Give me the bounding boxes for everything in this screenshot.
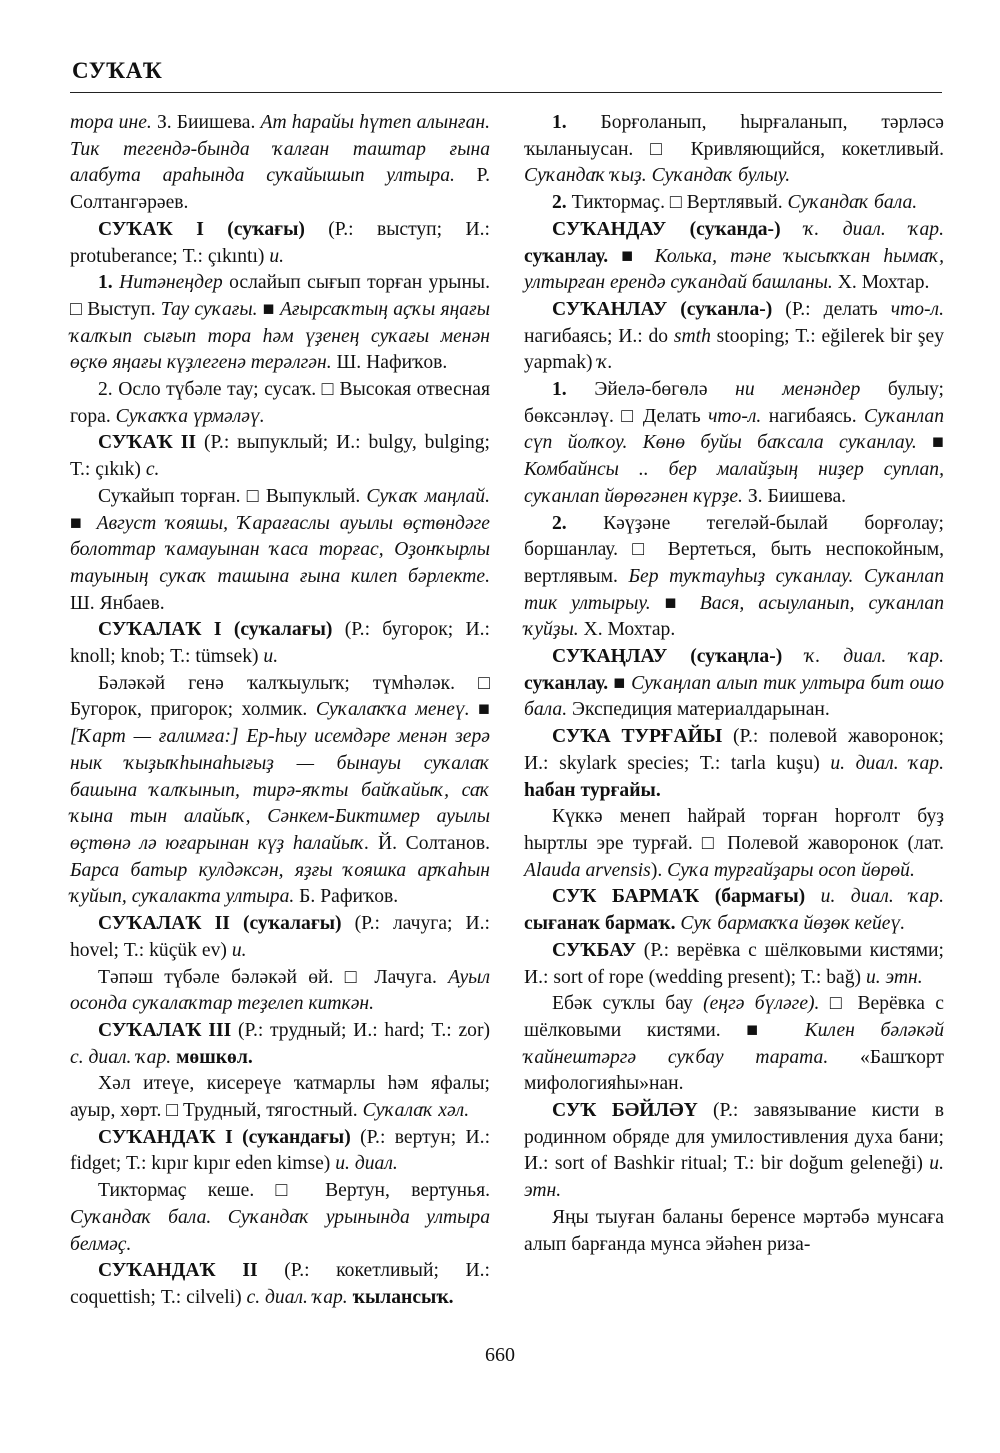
dictionary-paragraph: [524, 297, 944, 377]
headword-text: суҡанлау.: [524, 245, 609, 267]
body-text: Х. Мохтар.: [578, 619, 676, 641]
body-text: Хәл итеүе, кисереүе ҡатмарлы һәм яфалы; ауыр, хөрт. □ Трудный, тягостный.: [70, 1073, 490, 1122]
right-column: [524, 110, 944, 1258]
dictionary-paragraph: [524, 884, 944, 937]
body-text: Тәпәш түбәле бәләкәй өй. □ Лачуга.: [98, 966, 449, 988]
body-text: ■: [608, 245, 655, 267]
italic-text: Килен бәләкәй ҡайнештәргә суҡбау тарата.: [524, 1019, 944, 1068]
dictionary-paragraph: [70, 617, 490, 670]
italic-text: Суҡандаҡ бала.: [787, 192, 918, 214]
body-text: Ш. Нафиҡов.: [331, 352, 448, 374]
body-text: Х. Мохтар.: [832, 272, 930, 294]
dictionary-paragraph: [524, 644, 944, 724]
body-text: [805, 886, 820, 907]
headword-text: СУҠАЛАҠ II (суҡалағы): [98, 913, 342, 935]
body-text: (Р.: вертун; И.: fidget; Т.: kıpır kıpır eden kimse): [70, 1126, 491, 1175]
body-text: Эйелә-бөгөлә: [566, 379, 736, 401]
headword-text: 1.: [98, 272, 113, 294]
dictionary-paragraph: [70, 1071, 490, 1124]
left-column: [70, 110, 490, 1312]
dictionary-paragraph: [70, 377, 490, 430]
body-text: [781, 219, 804, 240]
header-rule: [70, 92, 942, 93]
dictionary-paragraph: [524, 217, 944, 297]
italic-text: ни менәндер: [735, 379, 861, 401]
dictionary-paragraph: [70, 270, 490, 377]
italic-text: Бер туҡтауһыҙ суҡанлау. Суҡанлап тик ултырыу.: [524, 565, 944, 614]
body-text: нагибаясь; И.: do: [524, 325, 674, 347]
dictionary-paragraph: [524, 991, 944, 1098]
body-text: ■: [70, 512, 97, 534]
italic-text: Суҡалаҡҡа менеү.: [315, 699, 470, 721]
dictionary-paragraph: [70, 430, 490, 483]
italic-text: с. диал. ҡар.: [70, 1046, 172, 1068]
body-text: Күккә менеп һайрай торған һорғолт буҙ һыртлы эре турғай. □ Полевой жаворонок (лат.: [524, 806, 944, 854]
italic-text: Суҡандаҡ бала. Суҡандаҡ урынында ултыра белмәҫ.: [70, 1206, 490, 1255]
italic-text: [Ҡарт — ғалимға:] Ер-һыу исемдәре менән зерә нык ҡыҙыҡһынаһығыҙ — бынауы суҡалаҡ башына ҡалҡынып, тирә-яҡты байҡайыҡ, саҡ ҡына тын алайыҡ, Сәнкем-Биктимер ауылы өҫтөнә лә юғарынан күҙ һалайыҡ.: [70, 726, 490, 854]
body-text: (Р.: кокетливый; И.: coquettish; Т.: cilveli): [70, 1260, 490, 1308]
italic-text: и. этн.: [524, 1153, 944, 1202]
body-text: ).: [650, 859, 668, 881]
headword-text: СУҠ БӘЙЛӘҮ: [552, 1100, 698, 1122]
dictionary-paragraph: [524, 724, 944, 804]
body-text: (Р.: бугорок; И.: knoll; knob; Т.: tümsek): [70, 619, 490, 668]
italic-text: Ниmәнеңдер: [119, 272, 223, 294]
running-head: СУҠАҠ: [72, 58, 163, 83]
headword-text: СУҠБАУ: [552, 939, 637, 961]
italic-text: smth: [673, 325, 711, 347]
body-text: Й. Солтанов.: [369, 832, 490, 854]
headword-text: СУҠАНДАҠ I (суҡандағы): [98, 1126, 351, 1148]
italic-text: ҡ. диал. ҡар.: [804, 218, 944, 240]
body-text: Б. Рафиҡов.: [294, 886, 399, 908]
dictionary-paragraph: [70, 911, 490, 964]
italic-text: и. диал. ҡар.: [830, 752, 944, 774]
body-text: «Башҡорт мифологияһы»нан.: [524, 1046, 944, 1095]
headword-text: СУҠ БАРМАҠ (бармағы): [552, 886, 806, 908]
body-text: Р. Солтангәрәев.: [70, 165, 490, 214]
body-text: Суҡайып торған. □ Выпуклый.: [98, 485, 367, 507]
dictionary-paragraph: [70, 1018, 490, 1071]
headword-text: һабан турғайы.: [524, 779, 661, 801]
body-text: булыу; бөксәнләү. □ Делать: [524, 379, 945, 427]
headword-text: 2.: [552, 512, 567, 534]
headword-text: СУҠА ТУРҒАЙЫ: [552, 726, 723, 748]
body-text: (Р.: делать: [772, 298, 891, 320]
italic-text: Суҡанлап сүп йолҡоу. Көнө буйы баҡсала суҡанлау.: [524, 405, 944, 454]
italic-text: Комбайнсы .. бер малайҙың ниҙер суплап, суҡанлап йөрөгәнен күрҙе.: [524, 459, 944, 507]
italic-text: и.: [263, 646, 279, 668]
body-text: (Р.: полевой жаворонок; И.: skylark species; Т.: tarla kuşu): [524, 726, 944, 774]
body-text: Тиктормаҫ. □ Вертлявый.: [566, 192, 788, 214]
italic-text: Ағырсаҡтың аҫҡы яңағы ҡалҡып сығып тора һәм үҙенең суҡағы менән өҫкө яңағы күҙлегенә терәлгән.: [70, 298, 490, 374]
headword-text: СУҠАНЛАУ (суҡанла-): [552, 298, 773, 320]
italic-text: Ат һарайы һүтеп алынған. Тик тегендә-бында ҡалған таштар ғына алабута араһында суҡайышып ултыра.: [70, 112, 490, 187]
dictionary-paragraph: [524, 804, 944, 884]
body-text: Кәүҙәне тегеләй-былай борғолау; боршанлау. □ Вертеться, быть неспокойным, вертлявым.: [524, 512, 944, 587]
italic-text: Суҡ бармаҡҡа йөҙөк кейеү.: [680, 913, 906, 935]
headword-text: сығанаҡ бармаҡ.: [524, 913, 676, 935]
dictionary-paragraph: [524, 1205, 944, 1258]
italic-text: с.: [145, 459, 160, 481]
headword-text: ҡылансыҡ.: [352, 1286, 454, 1308]
page-number: 660: [485, 1344, 515, 1366]
body-text: stooping; Т.: eğilerek bir şey yapmak): [524, 325, 944, 374]
body-text: (Р.: трудный; И.: hard; Т.: zor): [231, 1019, 490, 1041]
body-text: Бәләкәй генә ҡалҡыулыҡ; түмһәләк. □ Бугорок, пригорок; холмик.: [70, 672, 490, 721]
italic-text: Суҡандаҡ ҡыҙ. Суҡандаҡ булыу.: [524, 165, 791, 187]
italic-text: Август ҡояшы, Ҡарағаслы ауылы өҫтөндәге болоттар ҡамауынан ҡаса торғас, Оҙонҡырлы тауының суҡаҡ ташына ғына килеп бәрлекте.: [70, 512, 490, 587]
headword-text: СУҠАҢЛАУ (суҡаңла-): [552, 646, 783, 668]
dictionary-paragraph: [524, 377, 944, 511]
body-text: Экспедиция материалдарынан.: [567, 699, 830, 721]
italic-text: и. диал. ҡар.: [820, 886, 945, 908]
body-text: (Р.: верёвка с шёлковыми кистями; И.: sort of rope (wedding present); Т.: bağ): [524, 939, 944, 988]
dictionary-paragraph: [70, 484, 490, 618]
dictionary-paragraph: [70, 965, 490, 1018]
italic-text: и.: [269, 245, 285, 267]
body-text: ослайып сығып торған урыны. □ Выступ.: [70, 272, 490, 320]
body-text: (Р.: выпуклый; И.: bulgy, bulging; Т.: çıkık): [70, 432, 490, 481]
dictionary-paragraph: [70, 1178, 490, 1258]
body-text: (Р.: выступ; И.: protuberance; Т.: çıkıntı): [70, 218, 490, 267]
body-text: (Р.: завязывание кисти в родинном обряде для умилостивления духа бани; И.: sort of Bashkir ritual; Т.: bir doğum geleneği): [524, 1100, 944, 1175]
italic-text: ҡ.: [597, 352, 613, 374]
headword-text: СУҠАЛАҠ III: [98, 1019, 232, 1041]
italic-text: Суҡалаҡ хәл.: [362, 1100, 470, 1122]
dictionary-paragraph: [70, 671, 490, 911]
italic-text: Барса батыр кулдәксән, яҙғы ҡояшка арҡаһын ҡуйып, суҡалакта ултыра.: [70, 859, 490, 908]
body-text: [782, 646, 805, 667]
italic-text: ҡ. диал. ҡар.: [805, 646, 944, 668]
italic-text: и. этн.: [865, 966, 923, 988]
italic-text: Alauda arvensis: [524, 859, 651, 881]
italic-text: Ауыл осонда суҡалаҡтар теҙелеп киткән.: [70, 966, 490, 1015]
italic-text: что-л.: [708, 405, 762, 427]
headword-text: СУҠАЛАҠ I (суҡалағы): [98, 619, 333, 641]
headword-text: СУҠАНДАУ (суҡанда-): [552, 218, 781, 240]
dictionary-paragraph: [70, 217, 490, 270]
body-text: 2. Осло түбәле тау; сусаҡ. □ Высокая отвесная гора.: [70, 379, 490, 427]
italic-text: что-л.: [890, 298, 944, 320]
italic-text: Суҡаңлап алып тик ултыра бит ошо бала.: [524, 672, 945, 721]
italic-text: (еңгә бүләге).: [703, 993, 820, 1015]
body-text: ■: [257, 298, 280, 320]
dictionary-paragraph: [524, 938, 944, 991]
italic-text: Суҡа турғайҙары осоп йөрөй.: [667, 859, 915, 881]
dictionary-paragraph: [70, 110, 490, 217]
italic-text: с. диал. ҡар.: [246, 1286, 348, 1308]
italic-text: Суҡаҡ маңлай.: [366, 485, 490, 507]
italic-text: и.: [231, 939, 247, 961]
body-text: Яңы тыуған баланы беренсе мәртәбә мунсаға алып барғанда мунса эйәһен риза-: [524, 1206, 944, 1255]
italic-text: Вася, асыуланып, суҡанлап ҡуйҙы.: [524, 592, 944, 641]
body-text: ■: [650, 592, 700, 614]
body-text: Ш. Янбаев.: [70, 592, 165, 614]
italic-text: Суҡаҡҡа үрмәләү.: [115, 405, 265, 427]
body-text: (Р.: лачуга; И.: hovel; Т.: küçük ev): [70, 913, 490, 961]
italic-text: Колька, тәне ҡысыҡҡан һымаҡ, ултырған ерендә суҡандай башланы.: [524, 245, 944, 294]
body-text: ■: [916, 432, 944, 454]
dictionary-paragraph: [524, 511, 944, 645]
dictionary-paragraph: [524, 1098, 944, 1205]
headword-text: 1.: [552, 379, 567, 401]
headword-text: СУҠАҠ I (суҡағы): [98, 218, 305, 240]
body-text: ■: [469, 699, 491, 721]
dictionary-paragraph: [524, 110, 944, 190]
dictionary-paragraph: [524, 190, 944, 217]
body-text: ■: [608, 672, 632, 694]
body-text: З. Биишева.: [742, 485, 847, 507]
headword-text: СУҠАҠ II: [98, 432, 197, 454]
headword-text: суҡанлау.: [524, 672, 609, 694]
body-text: нагибаясь.: [761, 405, 864, 427]
headword-text: 1.: [552, 112, 567, 133]
body-text: Борғоланып, һырғаланып, тәрләсә ҡыланыусан. □ Кривляющийся, кокетливый.: [524, 112, 944, 160]
body-text: З. Биишева.: [151, 112, 261, 133]
headword-text: мөшкөл.: [176, 1046, 253, 1068]
headword-text: 2.: [552, 192, 567, 214]
body-text: Тиктормаҫ кеше. □ Вертун, вертунья.: [98, 1180, 490, 1202]
dictionary-paragraph: [70, 1258, 490, 1311]
italic-text: тора ине.: [70, 112, 152, 133]
dictionary-paragraph: [70, 1125, 490, 1178]
italic-text: Тау суҡағы.: [160, 298, 258, 320]
body-text: □ Верёвка с шёлковыми кистями. ■: [524, 993, 944, 1041]
body-text: Ебәк суҡлы бау: [552, 993, 704, 1015]
headword-text: СУҠАНДАҠ II: [98, 1260, 258, 1282]
italic-text: и. диал.: [335, 1153, 398, 1175]
